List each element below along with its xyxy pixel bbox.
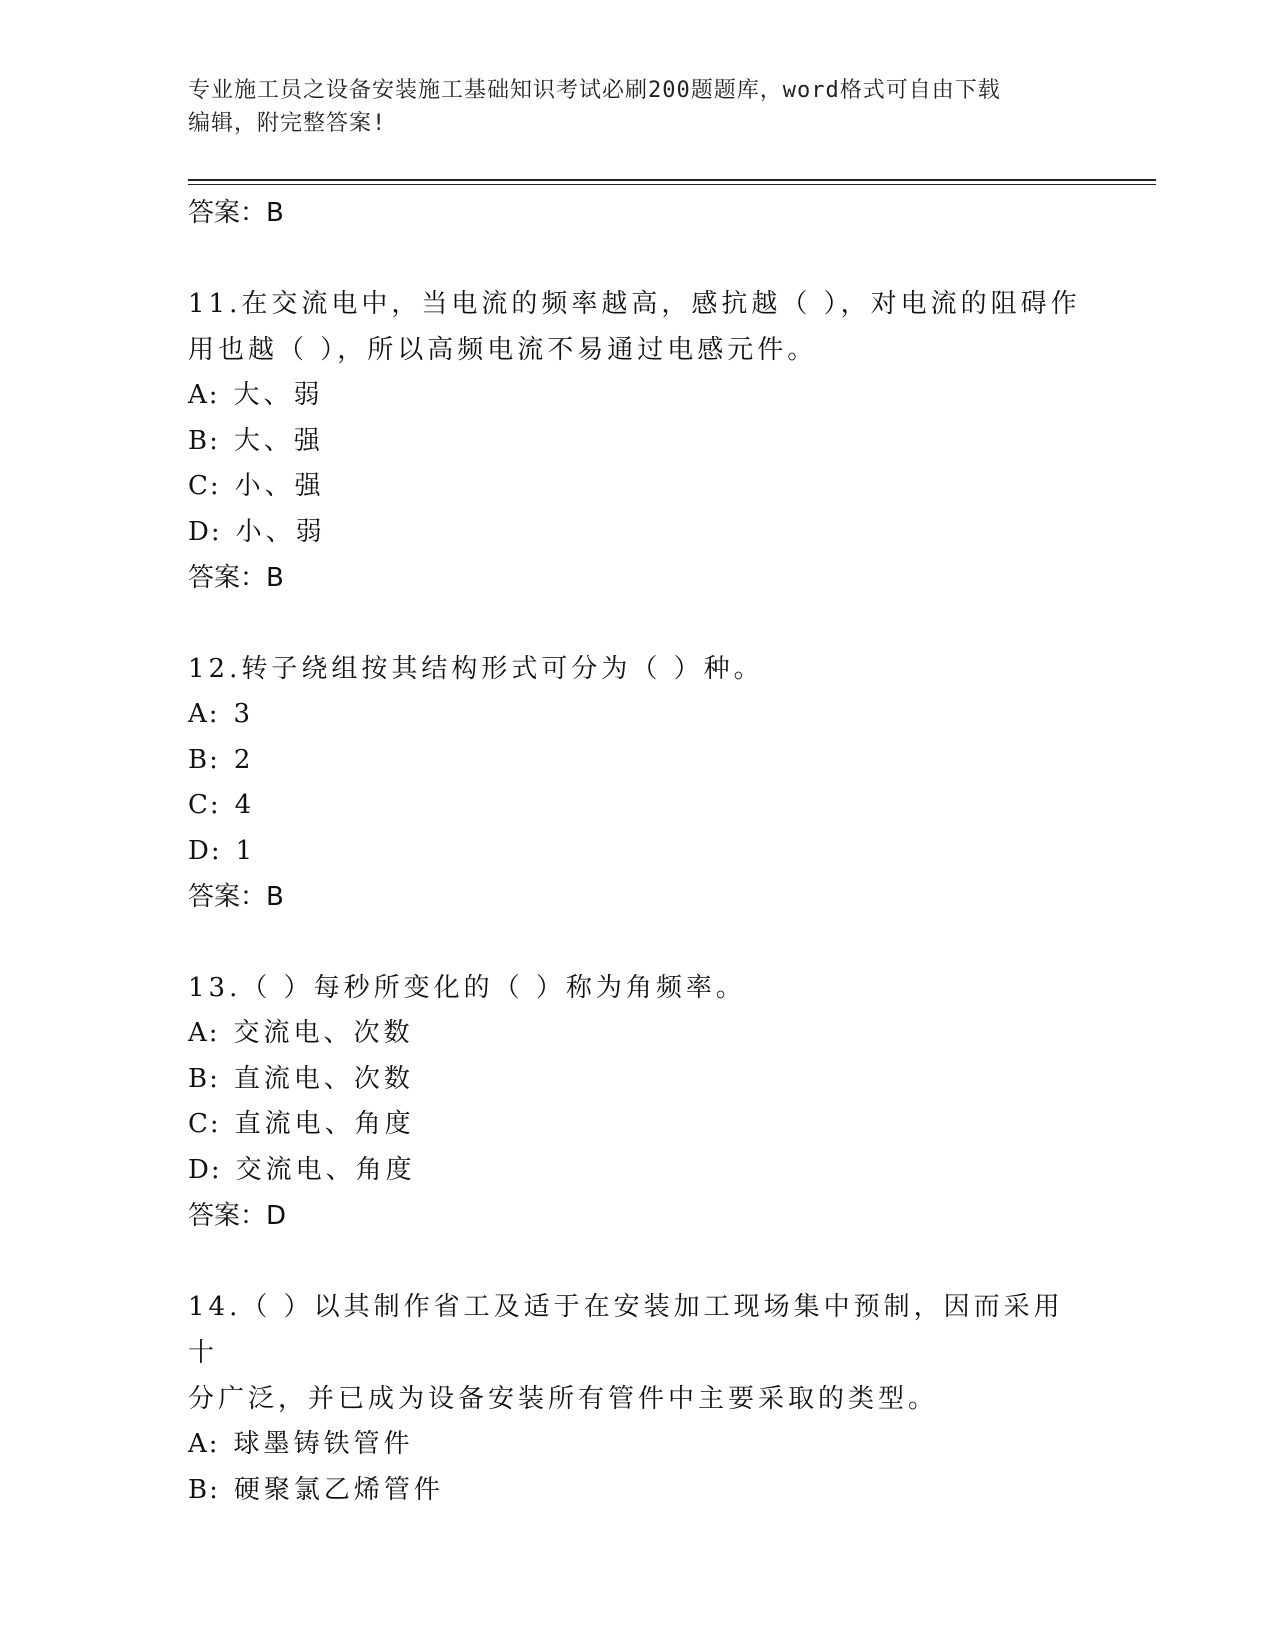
question-line: 13.（ ）每秒所变化的（ ）称为角频率。 (188, 973, 746, 1003)
header-line-1: 专业施工员之设备安装施工基础知识考试必刷200题题库，word格式可自由下载 (188, 78, 1001, 103)
option-letter: A: (188, 1429, 220, 1459)
option-d (188, 1148, 1088, 1194)
option-letter: D: (188, 1154, 222, 1185)
option-text: 3 (233, 699, 255, 729)
option-b (188, 1057, 1088, 1103)
option-b (188, 738, 1088, 784)
option-a (188, 373, 1088, 419)
option-d (188, 829, 1088, 875)
question-block (188, 281, 1088, 601)
option-letter: A: (188, 380, 220, 410)
option-letter: B: (188, 1063, 220, 1094)
option-d (188, 510, 1088, 556)
option-text: 小、强 (234, 471, 325, 501)
option-letter: B: (188, 1474, 220, 1505)
option-c (188, 1102, 1088, 1148)
question-line: 11.在交流电中，当电流的频率越高，感抗越（ ），对电流的阻碍作 (188, 289, 1081, 319)
question-block (188, 646, 1088, 920)
option-text: 球墨铸铁管件 (233, 1429, 414, 1459)
answer-line: 答案：B (188, 563, 284, 593)
option-letter: A: (188, 699, 220, 729)
question-text (188, 281, 1088, 373)
option-text: 交流电、次数 (233, 1018, 414, 1048)
option-a (188, 1422, 1088, 1468)
question-text (188, 965, 1088, 1011)
question-line: 用也越（ ），所以高频电流不易通过电感元件。 (188, 335, 818, 365)
option-letter: D: (188, 835, 222, 866)
answer-line: 答案：B (188, 882, 284, 912)
answer-line: 答案：B (188, 198, 284, 228)
option-letter: C: (188, 471, 221, 501)
option-b (188, 419, 1088, 465)
question-line: 14.（ ）以其制作省工及适于在安装加工现场集中预制，因而采用十 (188, 1292, 1064, 1368)
option-text: 直流电、角度 (234, 1109, 415, 1139)
option-letter: A: (188, 1018, 220, 1048)
option-text: 1 (235, 835, 257, 866)
answer-line: 答案：D (188, 1201, 287, 1231)
option-letter: C: (188, 1109, 221, 1139)
header-rule-thick (188, 179, 1156, 181)
question-block (188, 965, 1088, 1239)
option-c (188, 464, 1088, 510)
question-line: 分广泛，并已成为设备安装所有管件中主要采取的类型。 (188, 1384, 939, 1414)
header-line-2: 编辑，附完整答案! (188, 111, 387, 136)
question-list (188, 190, 1088, 1513)
option-text: 小、弱 (235, 516, 326, 547)
option-c (188, 783, 1088, 829)
option-text: 硬聚氯乙烯管件 (233, 1474, 444, 1505)
option-text: 2 (233, 744, 255, 775)
option-text: 直流电、次数 (233, 1063, 414, 1094)
document-header (188, 74, 1088, 140)
question-line: 12.转子绕组按其结构形式可分为（ ）种。 (188, 654, 764, 684)
option-text: 大、弱 (233, 380, 324, 410)
header-rule-thin (188, 184, 1156, 185)
option-letter: B: (188, 425, 220, 456)
question-block (188, 1284, 1088, 1513)
question-text (188, 646, 1088, 692)
option-letter: B: (188, 744, 220, 775)
option-text: 4 (234, 790, 256, 820)
option-a (188, 692, 1088, 738)
option-letter: C: (188, 790, 221, 820)
option-a (188, 1011, 1088, 1057)
option-text: 大、强 (233, 425, 324, 456)
question-text (188, 1284, 1088, 1422)
option-b (188, 1468, 1088, 1514)
option-letter: D: (188, 516, 222, 547)
option-text: 交流电、角度 (235, 1154, 416, 1185)
